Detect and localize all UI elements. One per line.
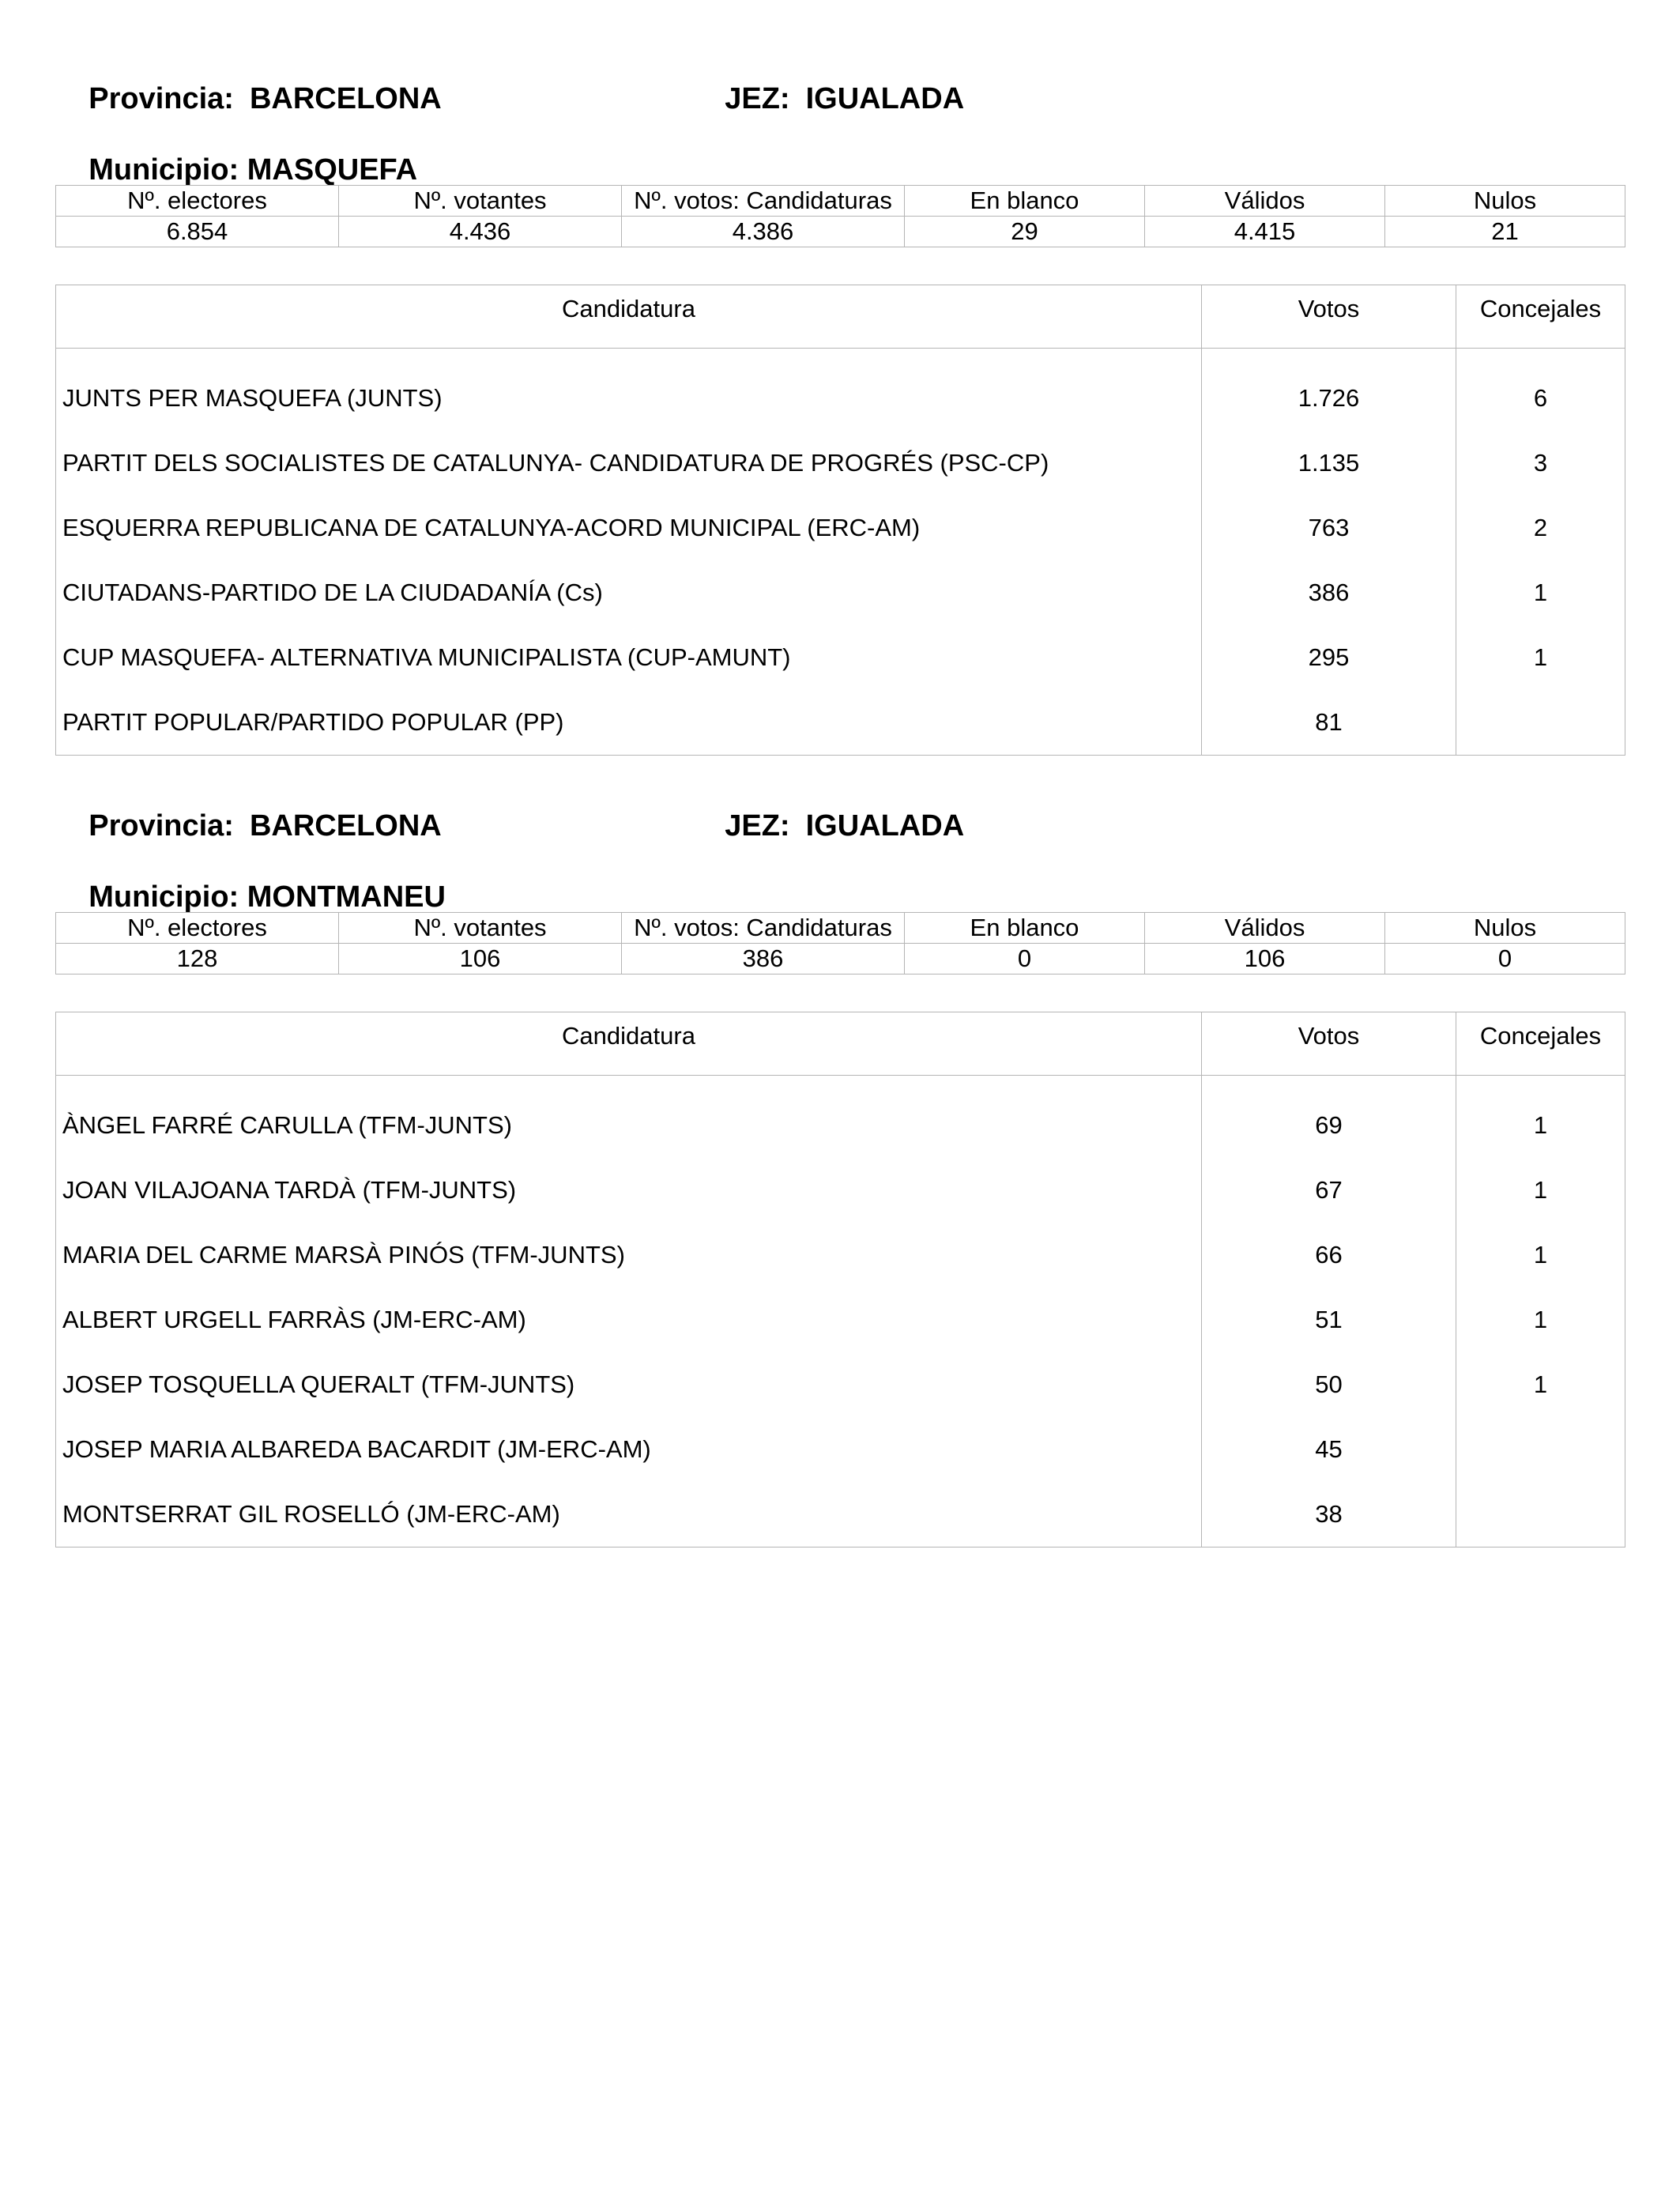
candidatura-concejales [1456, 1417, 1625, 1482]
municipio-label: Municipio: [89, 153, 239, 187]
table-row [56, 690, 1625, 756]
candidatura-concejales: 1 [1456, 1352, 1625, 1417]
table-row [56, 1093, 1625, 1158]
jez-header [691, 781, 964, 871]
results-table [55, 285, 1625, 756]
results-spacer [56, 1076, 1625, 1094]
summary-header-electores: Nº. electores [56, 186, 339, 217]
jez-label: JEZ: [725, 809, 790, 843]
summary-header-row [56, 186, 1625, 217]
candidatura-name: JOAN VILAJOANA TARDÀ (TFM-JUNTS) [56, 1158, 1202, 1223]
results-header-row [56, 285, 1625, 349]
jez-value: IGUALADA [805, 809, 965, 843]
jez-header [691, 54, 964, 144]
candidatura-votos: 51 [1202, 1287, 1456, 1352]
summary-header-en-blanco: En blanco [905, 913, 1145, 944]
candidatura-votos: 67 [1202, 1158, 1456, 1223]
candidatura-votos: 763 [1202, 496, 1456, 560]
candidatura-votos: 1.135 [1202, 431, 1456, 496]
candidatura-concejales: 2 [1456, 496, 1625, 560]
candidatura-votos: 66 [1202, 1223, 1456, 1287]
candidatura-name: ESQUERRA REPUBLICANA DE CATALUNYA-ACORD MUNICIPAL (ERC-AM) [56, 496, 1202, 560]
candidatura-name: ALBERT URGELL FARRÀS (JM-ERC-AM) [56, 1287, 1202, 1352]
candidatura-name: PARTIT DELS SOCIALISTES DE CATALUNYA- CANDIDATURA DE PROGRÉS (PSC-CP) [56, 431, 1202, 496]
table-row [56, 560, 1625, 625]
results-header-candidatura: Candidatura [56, 285, 1202, 349]
results-header-concejales: Concejales [1456, 285, 1625, 349]
summary-electores: 128 [56, 944, 339, 974]
candidatura-votos: 295 [1202, 625, 1456, 690]
summary-electores: 6.854 [56, 217, 339, 247]
municipio-label: Municipio: [89, 880, 239, 914]
summary-table [55, 185, 1625, 247]
table-row [56, 1482, 1625, 1547]
summary-header-validos: Válidos [1145, 186, 1385, 217]
table-row [56, 1352, 1625, 1417]
municipio-value: MASQUEFA [247, 153, 418, 187]
summary-nulos: 0 [1385, 944, 1625, 974]
candidatura-concejales: 1 [1456, 1093, 1625, 1158]
candidatura-votos: 38 [1202, 1482, 1456, 1547]
summary-en-blanco: 0 [905, 944, 1145, 974]
candidatura-votos: 45 [1202, 1417, 1456, 1482]
summary-header-nulos: Nulos [1385, 913, 1625, 944]
summary-votantes: 106 [339, 944, 622, 974]
results-table [55, 1012, 1625, 1547]
results-header-row [56, 1012, 1625, 1076]
provincia-label: Provincia: [89, 82, 234, 115]
summary-value-row [56, 217, 1625, 247]
summary-header-votantes: Nº. votantes [339, 186, 622, 217]
candidatura-concejales: 1 [1456, 625, 1625, 690]
summary-nulos: 21 [1385, 217, 1625, 247]
results-header-concejales: Concejales [1456, 1012, 1625, 1076]
summary-validos: 106 [1145, 944, 1385, 974]
summary-header-electores: Nº. electores [56, 913, 339, 944]
candidatura-concejales [1456, 690, 1625, 756]
summary-header-row [56, 913, 1625, 944]
candidatura-name: MONTSERRAT GIL ROSELLÓ (JM-ERC-AM) [56, 1482, 1202, 1547]
table-row [56, 431, 1625, 496]
jez-label: JEZ: [725, 82, 790, 115]
candidatura-concejales: 1 [1456, 1287, 1625, 1352]
candidatura-name: JOSEP MARIA ALBAREDA BACARDIT (JM-ERC-AM) [56, 1417, 1202, 1482]
table-row [56, 1287, 1625, 1352]
candidatura-votos: 1.726 [1202, 366, 1456, 431]
candidatura-concejales: 1 [1456, 1158, 1625, 1223]
summary-header-nulos: Nulos [1385, 186, 1625, 217]
candidatura-concejales: 3 [1456, 431, 1625, 496]
candidatura-name: JOSEP TOSQUELLA QUERALT (TFM-JUNTS) [56, 1352, 1202, 1417]
table-row [56, 366, 1625, 431]
table-row [56, 625, 1625, 690]
table-row [56, 496, 1625, 560]
results-header-votos: Votos [1202, 285, 1456, 349]
candidatura-name: CIUTADANS-PARTIDO DE LA CIUDADANÍA (Cs) [56, 560, 1202, 625]
summary-header-votos-candidaturas: Nº. votos: Candidaturas [622, 186, 905, 217]
candidatura-concejales [1456, 1482, 1625, 1547]
municipio-value: MONTMANEU [247, 880, 446, 914]
provincia-value: BARCELONA [249, 809, 442, 843]
candidatura-concejales: 6 [1456, 366, 1625, 431]
table-row [56, 1417, 1625, 1482]
summary-header-votantes: Nº. votantes [339, 913, 622, 944]
summary-header-en-blanco: En blanco [905, 186, 1145, 217]
results-header-votos: Votos [1202, 1012, 1456, 1076]
summary-value-row [56, 944, 1625, 974]
summary-header-votos-candidaturas: Nº. votos: Candidaturas [622, 913, 905, 944]
summary-en-blanco: 29 [905, 217, 1145, 247]
candidatura-name: PARTIT POPULAR/PARTIDO POPULAR (PP) [56, 690, 1202, 756]
candidatura-name: ÀNGEL FARRÉ CARULLA (TFM-JUNTS) [56, 1093, 1202, 1158]
jez-value: IGUALADA [805, 82, 965, 115]
candidatura-votos: 69 [1202, 1093, 1456, 1158]
candidatura-name: JUNTS PER MASQUEFA (JUNTS) [56, 366, 1202, 431]
candidatura-concejales: 1 [1456, 1223, 1625, 1287]
candidatura-votos: 50 [1202, 1352, 1456, 1417]
candidatura-votos: 81 [1202, 690, 1456, 756]
summary-votos-candidaturas: 386 [622, 944, 905, 974]
summary-validos: 4.415 [1145, 217, 1385, 247]
results-spacer [56, 349, 1625, 367]
table-row [56, 1158, 1625, 1223]
candidatura-name: CUP MASQUEFA- ALTERNATIVA MUNICIPALISTA (CUP-AMUNT) [56, 625, 1202, 690]
provincia-label: Provincia: [89, 809, 234, 843]
results-header-candidatura: Candidatura [56, 1012, 1202, 1076]
summary-votos-candidaturas: 4.386 [622, 217, 905, 247]
provincia-value: BARCELONA [249, 82, 442, 115]
candidatura-concejales: 1 [1456, 560, 1625, 625]
summary-header-validos: Válidos [1145, 913, 1385, 944]
table-row [56, 1223, 1625, 1287]
summary-votantes: 4.436 [339, 217, 622, 247]
summary-table [55, 912, 1625, 974]
candidatura-name: MARIA DEL CARME MARSÀ PINÓS (TFM-JUNTS) [56, 1223, 1202, 1287]
candidatura-votos: 386 [1202, 560, 1456, 625]
